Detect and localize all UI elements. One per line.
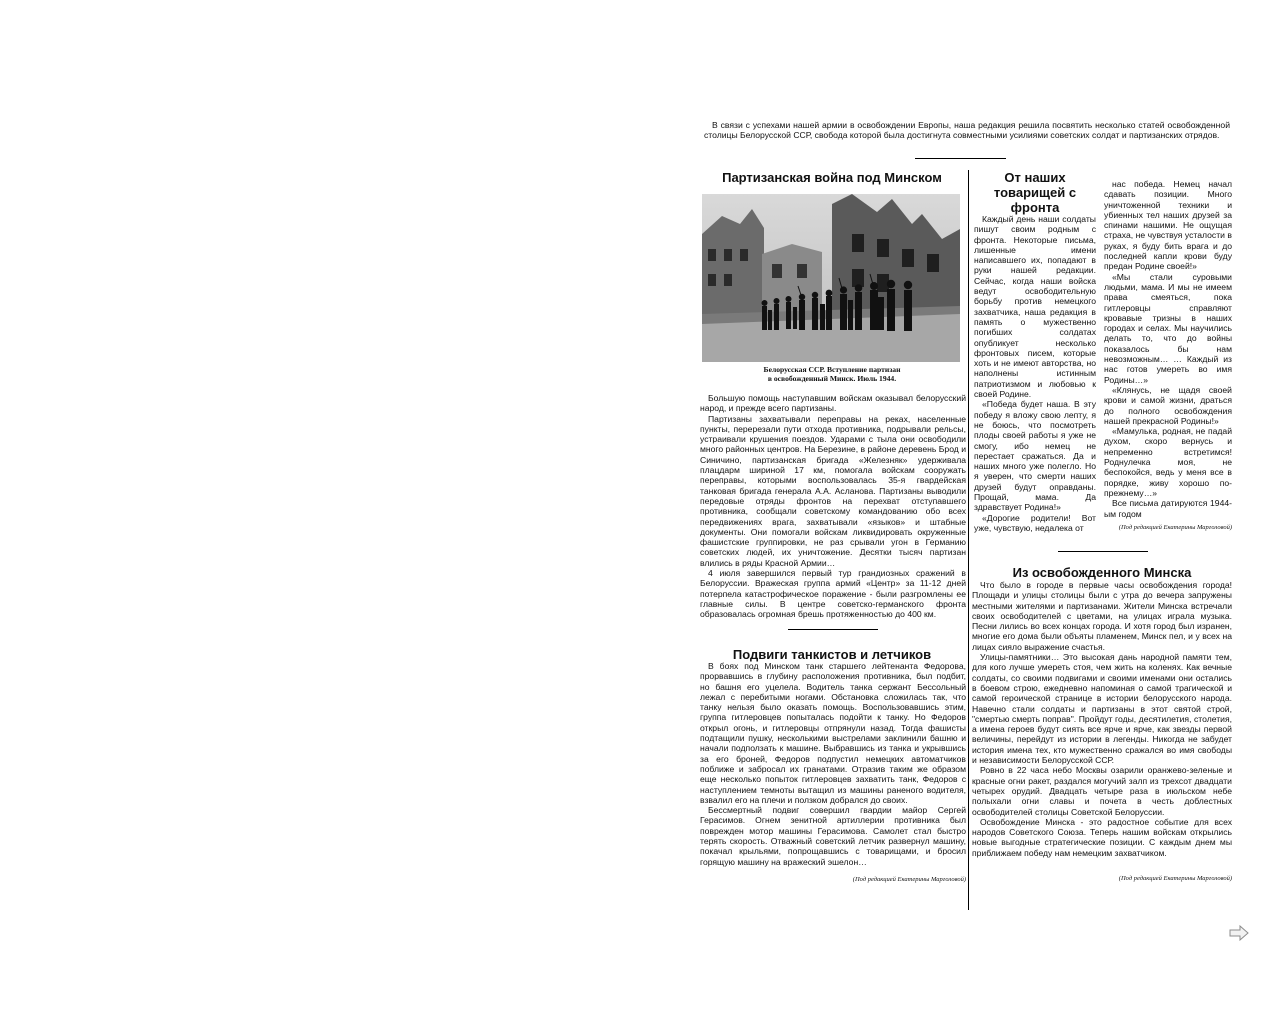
column-divider — [968, 170, 969, 910]
article-front-body-col1: Каждый день наши солдаты пишут своим родным с фронта. Некоторые письма, лишенные имени написавшего их, попадают в руки нашей редакции. Сейчас, когда наши войска ведут освободительную борьбу против немецкого захватчика, наша редакция в память о мужественно погибших солдатах опубликует несколько фронтовых писем, которые хоть и не имеют авторства, но наполнены истинным патриотизмом и любовью к своей Родине. «Победа будет наша. В эту победу я вложу свою лепту, я не боюсь, что посмотреть плоды своей работы я уже не смогу, ибо немец не перестает сражаться. Да и наших много уже полегло. Но я уверен, что смерти наших друзей будут оправданы. Прощай, мама. Да здравствует Родина!» «Дорогие родители! Вот уже, чувствую, недалека от — [974, 214, 1096, 533]
article-tankers — [700, 647, 964, 662]
article-title: Партизанская война под Минском — [722, 170, 942, 185]
divider — [915, 158, 1006, 159]
article-tankers-body: В боях под Минском танк старшего лейтенанта Федорова, прорвавшись в глубину расположения противника, был подбит, но башня его уцелела. Водитель танка сержант Бессольный лежал с перебитыми ногами. Обстановка сложилась так, что танку нельзя было оказать помощь. Воспользовавшись этим, группа гитлеровцев попыталась подойти к танку. Но Федоров открыл огонь, и гитлеровцы отпрянули назад. Тогда фашисты подтащили пушку, несколькими выстрелами заклинили башню и начали подползать к машине. Выбравшись из танка и укрывшись за его броней, Федоров подпустил немецких автоматчиков поближе и забросал их гранатами. Отразив таким же образом еще несколько попыток гитлеровцев захватить танк, Федоров с наступлением темноты вытащил из машины раненого водителя, взвалил его на плечи и ползком добрался до своих. Бессмертный подвиг совершил гвардии майор Сергей Герасимов. Огнем зенитной артиллерии противника был поврежден мотор машины Герасимова. Самолет стал быстро терять скорость. Отважный советский летчик развернул машину, покачал крыльями, попрощавшись с товарищами, и бросил горящую машину на вражеский эшелон… — [700, 661, 966, 867]
article-front-body-col2: нас победа. Немец начал сдавать позиции. Много уничтоженной техники и убиенных тел наших друзей за спинами нашими. Не ощущая страха, не чувствуя усталости в руках, я буду бить врага и до последней капли крови буду предан Родине своей!» «Мы стали суровыми людьми, мама. И мы не имеем права смеяться, пока гитлеровцы справляют кровавые тризны в наших городах и селах. Мы научились делать то, что до войны показалось бы нам невозможным… … Каждый из нас готов умереть во имя Родины…» «Клянусь, не щадя своей крови и самой жизни, драться до полного освобождения нашей прекрасной Родины!» «Мамулька, родная, не падай духом, скоро вернусь и непременно встретимся! Роднулечка моя, не беспокойся, ведь у меня все в порядке, живу хорошо по-прежнему…» Все письма датируются 1944-ым годом — [1104, 179, 1232, 519]
divider — [1058, 551, 1148, 552]
article-title: Подвиги танкистов и летчиков — [732, 647, 932, 662]
intro-text: В связи с успехами нашей армии в освобождении Европы, наша редакция решила посвятить несколько статей освобожденной столицы Белорусской ССР, свобода которой была достигнута совместными усилиями советских солдат и партизанских отрядов. — [704, 120, 1230, 141]
photo-caption: Белорусская ССР. Вступление партизан в освобожденный Минск. Июль 1944. — [763, 365, 901, 383]
next-slide-arrow-icon[interactable] — [1229, 925, 1249, 941]
article-minsk-body: Что было в городе в первые часы освобождения города! Площади и улицы столицы были с утра до вечера запружены местными жителями и партизанами. Жители Минска встречали своих освободителей с цветами, на улицах играла музыка. Песни лились во всех концах города. И хотя город был изранен, многие его дома были объяты пламенем, Минск пел, и у всех на лицах сияло выражение счастья. Улицы-памятники… Это высокая дань народной памяти тем, для кого лучше умереть стоя, чем жить на коленях. Как вечные солдаты, со своими подвигами и своими именами они остались в боевом строю, ежедневно напоминая о самой трагической и самой героической странице в истории белорусского народа. Навечно стали солдаты и партизаны в этот святой строй, "смертью смерть поправ". Пройдут годы, десятилетия, столетия, а имена героев будут сиять все ярче и ярче, как звезды первой величины, перейдут из истории в легенды. Никогда не забудет история имена тех, кто мужественно сражался во имя свободы и независимости Белорусской ССР. Ровно в 22 часа небо Москвы озарили оранжево-зеленые и красные огни ракет, раздался могучий залп из трехсот двадцати четырех орудий. Двадцать четыре раза в июльском небе полыхали огни славы и почета в честь доблестных освободителей столицы Советской Белоруссии. Освобождение Минска - это радостное событие для всех народов Советского Союза. Теперь нашим войскам открылись новые выгодные стратегические позиции. С каждым днем мы приближаем победу нам немецким захватчиком. — [972, 580, 1232, 858]
partisans-photo — [702, 194, 960, 362]
article-signature: (Под редакцией Екатерины Марголовой) — [852, 876, 966, 883]
article-title: Из освобожденного Минска — [1012, 565, 1192, 580]
article-partisan-war — [700, 170, 964, 185]
article-signature: (Под редакцией Екатерины Марголовой) — [1118, 524, 1232, 531]
article-title-line: фронта — [1010, 200, 1060, 215]
article-title-line: товарищей с — [993, 185, 1077, 200]
article-partisan-body: Большую помощь наступавшим войскам оказывал белорусский народ, и прежде всего партизаны. Партизаны захватывали переправы на реках, населенные пункты, перерезали пути отхода противника, подрывали рельсы, устраивали крушения поездов. Ударами с тыла они освободили много районных центров. На Березине, в районе деревень Брод и Синичино, партизанская бригада «Железняк» удерживала плацдарм шириной 17 км, помогала войскам сооружать переправы, которыми воспользовалась 35-я гвардейская танковая бригада генерала А.А. Асланова. Партизаны выводили передовые отряды фронтов на перехват отступавшего противника, сообщали советскому командованию обо всех передвижениях врага, захватывали «языков» и штабные документы. Они помогали войскам ликвидировать окруженные фашистские группировки, не раз срывали угон в Германию советских людей, их уничтожение. Десятки тысяч партизан влились в ряды Красной Армии… 4 июля завершился первый тур грандиозных сражений в Белоруссии. Вражеская группа армий «Центр» за 11-12 дней потерпела катастрофическое поражение - были разгромлены ее главные силы. В центре советско-германского фронта образовалась огромная брешь протяженностью до 400 км. — [700, 393, 966, 620]
article-minsk — [972, 565, 1232, 580]
article-signature: (Под редакцией Екатерины Марголовой) — [1118, 875, 1232, 882]
photo-image — [702, 194, 960, 362]
article-title-line: От наших — [1004, 170, 1066, 185]
article-front — [974, 170, 1096, 215]
divider — [788, 629, 878, 630]
